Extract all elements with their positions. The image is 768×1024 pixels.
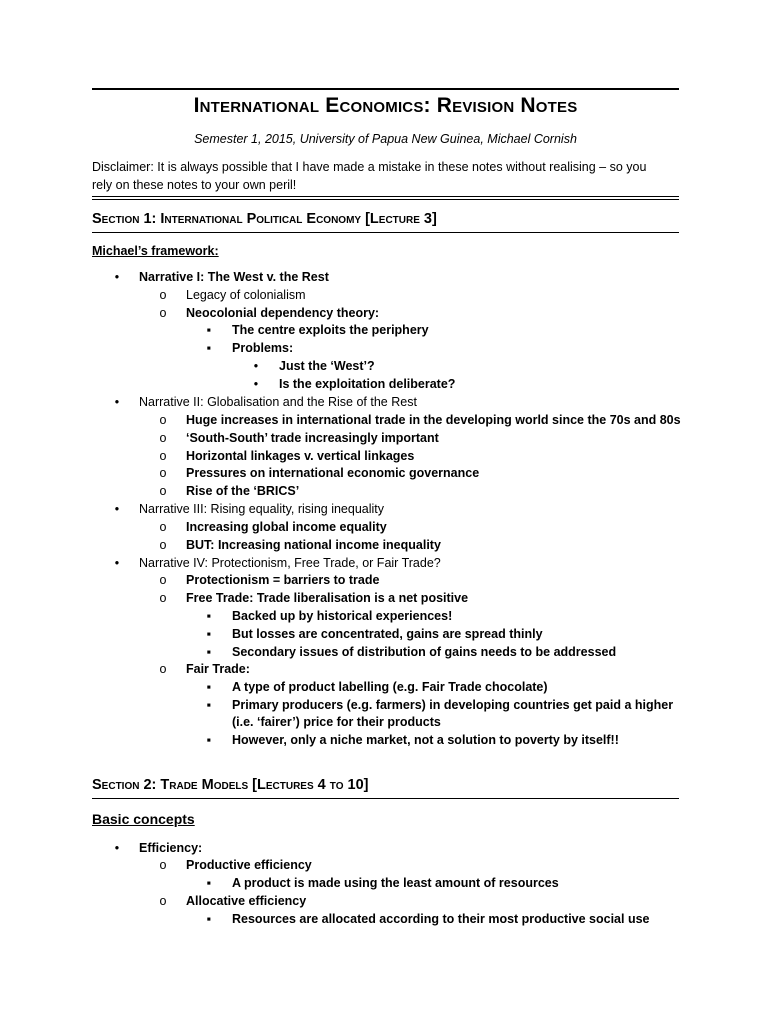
list-item: Backed up by historical experiences! — [232, 609, 453, 623]
list-marker: ▪ — [206, 876, 212, 890]
list-item: Narrative III: Rising equality, rising inequality — [139, 502, 385, 516]
list-item: Secondary issues of distribution of gains needs to be addressed — [232, 645, 617, 659]
list-marker: o — [159, 662, 167, 676]
list-item: The centre exploits the periphery — [232, 323, 429, 337]
disclaimer-rule-2 — [92, 199, 679, 200]
list-marker: • — [114, 556, 120, 570]
list-item: Rise of the ‘BRICS’ — [186, 484, 300, 498]
list-marker: o — [159, 573, 167, 587]
list-marker: o — [159, 288, 167, 302]
list-marker: o — [159, 306, 167, 320]
list-marker: • — [253, 359, 259, 373]
list-item: Pressures on international economic governance — [186, 466, 480, 480]
list-marker: ▪ — [206, 680, 212, 694]
list-item: Is the exploitation deliberate? — [279, 377, 456, 391]
list-marker: • — [114, 270, 120, 284]
list-item: A product is made using the least amount of resources — [232, 876, 559, 890]
list-item: Narrative I: The West v. the Rest — [139, 270, 329, 284]
list-item: Horizontal linkages v. vertical linkages — [186, 449, 415, 463]
list-item: Legacy of colonialism — [186, 288, 306, 302]
list-marker: • — [114, 841, 120, 855]
list-marker: ▪ — [206, 627, 212, 641]
list-item: Narrative IV: Protectionism, Free Trade, or Fair Trade? — [139, 556, 441, 570]
list-item: Efficiency: — [139, 841, 203, 855]
list-item: Primary producers (e.g. farmers) in developing countries get paid a higher — [232, 698, 674, 712]
list-marker: o — [159, 858, 167, 872]
list-marker: ▪ — [206, 645, 212, 659]
list-item: Narrative II: Globalisation and the Rise of the Rest — [139, 395, 417, 409]
section-2-rule — [92, 798, 679, 799]
list-item: However, only a niche market, not a solution to poverty by itself!! — [232, 733, 619, 747]
document-title: International Economics: Revision Notes — [193, 94, 578, 117]
list-marker: o — [159, 894, 167, 908]
list-marker: • — [114, 502, 120, 516]
list-item: Problems: — [232, 341, 294, 355]
list-marker: ▪ — [206, 323, 212, 337]
list-item: But losses are concentrated, gains are spread thinly — [232, 627, 543, 641]
top-rule — [92, 88, 679, 90]
list-item: Resources are allocated according to their most productive social use — [232, 912, 650, 926]
section-2-heading: Section 2: Trade Models [Lectures 4 to 10] — [92, 777, 369, 793]
list-marker: ▪ — [206, 912, 212, 926]
list-item: Huge increases in international trade in the developing world since the 70s and 80s — [186, 413, 681, 427]
list-marker: ▪ — [206, 341, 212, 355]
list-marker: • — [253, 377, 259, 391]
section-1-heading: Section 1: International Political Economy [Lecture 3] — [92, 211, 437, 227]
list-item: Free Trade: Trade liberalisation is a net positive — [186, 591, 469, 605]
list-marker: o — [159, 484, 167, 498]
list-item: Neocolonial dependency theory: — [186, 306, 380, 320]
list-marker: o — [159, 520, 167, 534]
list-marker: o — [159, 466, 167, 480]
list-item: Just the ‘West’? — [279, 359, 375, 373]
list-marker: ▪ — [206, 609, 212, 623]
list-marker: o — [159, 591, 167, 605]
disclaimer-line-2: rely on these notes to your own peril! — [92, 178, 297, 192]
list-marker: ▪ — [206, 733, 212, 747]
list-item: (i.e. ‘fairer’) price for their products — [232, 715, 441, 729]
list-marker: ▪ — [206, 698, 212, 712]
list-item: Protectionism = barriers to trade — [186, 573, 380, 587]
section-2-subheading: Basic concepts — [92, 811, 195, 827]
list-item: BUT: Increasing national income inequality — [186, 538, 441, 552]
list-item: Increasing global income equality — [186, 520, 387, 534]
section-1-subheading: Michael’s framework: — [92, 244, 219, 258]
list-item: Fair Trade: — [186, 662, 250, 676]
disclaimer — [92, 158, 679, 194]
disclaimer-rule-1 — [92, 196, 679, 197]
list-marker: • — [114, 395, 120, 409]
disclaimer-line-1: Disclaimer: It is always possible that I have made a mistake in these notes without realising – so you — [92, 160, 647, 174]
list-marker: o — [159, 538, 167, 552]
list-item: A type of product labelling (e.g. Fair Trade chocolate) — [232, 680, 548, 694]
section-1-rule — [92, 232, 679, 233]
list-item: Productive efficiency — [186, 858, 312, 872]
list-marker: o — [159, 449, 167, 463]
document-subtitle: Semester 1, 2015, University of Papua New Guinea, Michael Cornish — [194, 132, 577, 146]
list-item: ‘South-South’ trade increasingly important — [186, 431, 439, 445]
list-item: Allocative efficiency — [186, 894, 307, 908]
list-marker: o — [159, 413, 167, 427]
list-marker: o — [159, 431, 167, 445]
